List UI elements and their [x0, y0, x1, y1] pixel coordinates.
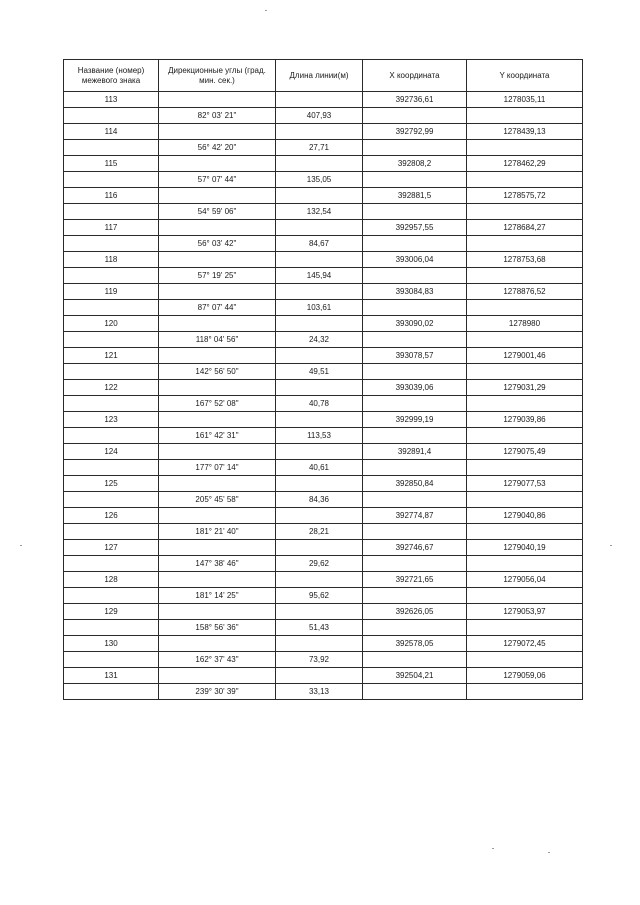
direction-angle-cell — [159, 220, 276, 236]
header-line-length: Длина линии(м) — [276, 60, 363, 92]
line-length-cell — [276, 444, 363, 460]
y-coordinate-cell: 1279056,04 — [467, 572, 583, 588]
line-length-cell — [276, 668, 363, 684]
x-coordinate-cell — [363, 620, 467, 636]
table-row — [64, 428, 583, 444]
table-row — [64, 252, 583, 268]
mark-name-cell — [64, 684, 159, 700]
y-coordinate-cell — [467, 684, 583, 700]
mark-name-cell: 126 — [64, 508, 159, 524]
mark-name-cell: 129 — [64, 604, 159, 620]
mark-name-cell: 116 — [64, 188, 159, 204]
mark-name-cell — [64, 492, 159, 508]
line-length-cell — [276, 252, 363, 268]
y-coordinate-cell — [467, 140, 583, 156]
y-coordinate-cell: 1278980 — [467, 316, 583, 332]
x-coordinate-cell: 393039,06 — [363, 380, 467, 396]
x-coordinate-cell — [363, 524, 467, 540]
direction-angle-cell — [159, 572, 276, 588]
table-row — [64, 492, 583, 508]
x-coordinate-cell — [363, 108, 467, 124]
table-row — [64, 172, 583, 188]
mark-name-cell — [64, 108, 159, 124]
y-coordinate-cell — [467, 332, 583, 348]
table-row — [64, 444, 583, 460]
line-length-cell: 40,61 — [276, 460, 363, 476]
y-coordinate-cell: 1279077,53 — [467, 476, 583, 492]
direction-angle-cell: 56° 03' 42" — [159, 236, 276, 252]
line-length-cell: 73,92 — [276, 652, 363, 668]
table-row — [64, 236, 583, 252]
direction-angle-cell: 142° 56' 50" — [159, 364, 276, 380]
boundary-coordinates-table — [63, 59, 583, 700]
mark-name-cell: 128 — [64, 572, 159, 588]
mark-name-cell — [64, 140, 159, 156]
scan-speck — [20, 545, 22, 546]
x-coordinate-cell — [363, 492, 467, 508]
table-row — [64, 140, 583, 156]
direction-angle-cell: 177° 07' 14" — [159, 460, 276, 476]
direction-angle-cell: 181° 21' 40" — [159, 524, 276, 540]
mark-name-cell: 119 — [64, 284, 159, 300]
line-length-cell — [276, 476, 363, 492]
table-row — [64, 476, 583, 492]
direction-angle-cell: 158° 56' 36" — [159, 620, 276, 636]
direction-angle-cell: 118° 04' 56" — [159, 332, 276, 348]
y-coordinate-cell: 1279053,97 — [467, 604, 583, 620]
mark-name-cell — [64, 556, 159, 572]
line-length-cell — [276, 380, 363, 396]
table-row — [64, 316, 583, 332]
direction-angle-cell: 167° 52' 08" — [159, 396, 276, 412]
y-coordinate-cell: 1279001,46 — [467, 348, 583, 364]
table-row — [64, 604, 583, 620]
y-coordinate-cell — [467, 620, 583, 636]
mark-name-cell: 120 — [64, 316, 159, 332]
table-row — [64, 188, 583, 204]
y-coordinate-cell: 1279040,19 — [467, 540, 583, 556]
direction-angle-cell: 161° 42' 31" — [159, 428, 276, 444]
mark-name-cell: 124 — [64, 444, 159, 460]
table-row — [64, 572, 583, 588]
x-coordinate-cell — [363, 140, 467, 156]
y-coordinate-cell — [467, 108, 583, 124]
direction-angle-cell — [159, 284, 276, 300]
y-coordinate-cell — [467, 652, 583, 668]
x-coordinate-cell — [363, 236, 467, 252]
x-coordinate-cell: 392746,67 — [363, 540, 467, 556]
line-length-cell: 103,61 — [276, 300, 363, 316]
direction-angle-cell: 87° 07' 44" — [159, 300, 276, 316]
direction-angle-cell — [159, 252, 276, 268]
line-length-cell: 135,05 — [276, 172, 363, 188]
line-length-cell: 95,62 — [276, 588, 363, 604]
line-length-cell: 145,94 — [276, 268, 363, 284]
y-coordinate-cell — [467, 428, 583, 444]
table-row — [64, 684, 583, 700]
table-row — [64, 668, 583, 684]
y-coordinate-cell — [467, 524, 583, 540]
mark-name-cell — [64, 524, 159, 540]
line-length-cell: 84,67 — [276, 236, 363, 252]
mark-name-cell — [64, 268, 159, 284]
direction-angle-cell — [159, 636, 276, 652]
line-length-cell: 28,21 — [276, 524, 363, 540]
x-coordinate-cell: 392736,61 — [363, 92, 467, 108]
mark-name-cell: 113 — [64, 92, 159, 108]
y-coordinate-cell — [467, 204, 583, 220]
header-mark-name: Название (номер) межевого знака — [64, 60, 159, 92]
line-length-cell: 113,53 — [276, 428, 363, 444]
table-row — [64, 412, 583, 428]
x-coordinate-cell — [363, 556, 467, 572]
table-row — [64, 396, 583, 412]
y-coordinate-cell — [467, 588, 583, 604]
y-coordinate-cell: 1278439,13 — [467, 124, 583, 140]
table-row — [64, 284, 583, 300]
header-x-coordinate: X координата — [363, 60, 467, 92]
direction-angle-cell — [159, 92, 276, 108]
line-length-cell — [276, 188, 363, 204]
direction-angle-cell: 54° 59' 06" — [159, 204, 276, 220]
scan-speck — [610, 545, 612, 546]
line-length-cell: 24,32 — [276, 332, 363, 348]
direction-angle-cell — [159, 412, 276, 428]
mark-name-cell: 130 — [64, 636, 159, 652]
y-coordinate-cell — [467, 396, 583, 412]
y-coordinate-cell: 1279059,06 — [467, 668, 583, 684]
y-coordinate-cell — [467, 172, 583, 188]
y-coordinate-cell — [467, 460, 583, 476]
mark-name-cell: 131 — [64, 668, 159, 684]
mark-name-cell: 121 — [64, 348, 159, 364]
direction-angle-cell — [159, 316, 276, 332]
mark-name-cell — [64, 172, 159, 188]
table-row — [64, 524, 583, 540]
mark-name-cell: 125 — [64, 476, 159, 492]
y-coordinate-cell — [467, 236, 583, 252]
direction-angle-cell: 57° 07' 44" — [159, 172, 276, 188]
direction-angle-cell — [159, 380, 276, 396]
direction-angle-cell — [159, 540, 276, 556]
direction-angle-cell — [159, 476, 276, 492]
x-coordinate-cell — [363, 588, 467, 604]
direction-angle-cell: 147° 38' 46" — [159, 556, 276, 572]
direction-angle-cell: 205° 45' 58" — [159, 492, 276, 508]
x-coordinate-cell — [363, 460, 467, 476]
y-coordinate-cell — [467, 556, 583, 572]
x-coordinate-cell: 392774,87 — [363, 508, 467, 524]
x-coordinate-cell: 392808,2 — [363, 156, 467, 172]
line-length-cell — [276, 156, 363, 172]
direction-angle-cell — [159, 348, 276, 364]
direction-angle-cell — [159, 444, 276, 460]
table-row — [64, 636, 583, 652]
direction-angle-cell — [159, 508, 276, 524]
direction-angle-cell — [159, 156, 276, 172]
line-length-cell — [276, 348, 363, 364]
line-length-cell — [276, 220, 363, 236]
line-length-cell: 29,62 — [276, 556, 363, 572]
y-coordinate-cell: 1278035,11 — [467, 92, 583, 108]
table-row — [64, 300, 583, 316]
mark-name-cell — [64, 204, 159, 220]
table-row — [64, 460, 583, 476]
mark-name-cell — [64, 428, 159, 444]
scan-speck — [265, 10, 267, 11]
y-coordinate-cell — [467, 492, 583, 508]
y-coordinate-cell: 1279039,86 — [467, 412, 583, 428]
x-coordinate-cell — [363, 268, 467, 284]
scan-speck — [548, 852, 550, 853]
x-coordinate-cell — [363, 652, 467, 668]
y-coordinate-cell: 1279040,86 — [467, 508, 583, 524]
x-coordinate-cell: 392578,05 — [363, 636, 467, 652]
line-length-cell — [276, 284, 363, 300]
y-coordinate-cell: 1279031,29 — [467, 380, 583, 396]
line-length-cell: 49,51 — [276, 364, 363, 380]
direction-angle-cell: 82° 03' 21" — [159, 108, 276, 124]
y-coordinate-cell: 1279072,45 — [467, 636, 583, 652]
x-coordinate-cell: 392504,21 — [363, 668, 467, 684]
table-row — [64, 108, 583, 124]
x-coordinate-cell: 392626,05 — [363, 604, 467, 620]
line-length-cell — [276, 316, 363, 332]
table-row — [64, 268, 583, 284]
line-length-cell: 51,43 — [276, 620, 363, 636]
line-length-cell: 33,13 — [276, 684, 363, 700]
direction-angle-cell — [159, 188, 276, 204]
line-length-cell: 84,36 — [276, 492, 363, 508]
mark-name-cell: 114 — [64, 124, 159, 140]
line-length-cell — [276, 124, 363, 140]
table-row — [64, 540, 583, 556]
table-row — [64, 620, 583, 636]
table-row — [64, 348, 583, 364]
x-coordinate-cell: 392792,99 — [363, 124, 467, 140]
table-row — [64, 332, 583, 348]
y-coordinate-cell: 1278575,72 — [467, 188, 583, 204]
table-row — [64, 508, 583, 524]
table-row — [64, 364, 583, 380]
x-coordinate-cell — [363, 204, 467, 220]
header-row — [64, 60, 583, 92]
y-coordinate-cell: 1278753,68 — [467, 252, 583, 268]
line-length-cell — [276, 604, 363, 620]
mark-name-cell: 118 — [64, 252, 159, 268]
direction-angle-cell: 57° 19' 25" — [159, 268, 276, 284]
table-row — [64, 380, 583, 396]
x-coordinate-cell — [363, 396, 467, 412]
y-coordinate-cell — [467, 300, 583, 316]
x-coordinate-cell: 392957,55 — [363, 220, 467, 236]
table-row — [64, 124, 583, 140]
x-coordinate-cell: 393078,57 — [363, 348, 467, 364]
x-coordinate-cell — [363, 428, 467, 444]
header-direction-angle: Дирекционные углы (град. мин. сек.) — [159, 60, 276, 92]
direction-angle-cell: 239° 30' 39" — [159, 684, 276, 700]
line-length-cell: 132,54 — [276, 204, 363, 220]
mark-name-cell: 115 — [64, 156, 159, 172]
x-coordinate-cell: 392721,65 — [363, 572, 467, 588]
table-row — [64, 156, 583, 172]
mark-name-cell — [64, 396, 159, 412]
x-coordinate-cell: 393084,83 — [363, 284, 467, 300]
x-coordinate-cell: 392850,84 — [363, 476, 467, 492]
y-coordinate-cell: 1278684,27 — [467, 220, 583, 236]
mark-name-cell — [64, 652, 159, 668]
y-coordinate-cell: 1278876,52 — [467, 284, 583, 300]
direction-angle-cell: 181° 14' 25" — [159, 588, 276, 604]
mark-name-cell — [64, 332, 159, 348]
x-coordinate-cell: 392999,19 — [363, 412, 467, 428]
mark-name-cell: 123 — [64, 412, 159, 428]
mark-name-cell — [64, 620, 159, 636]
y-coordinate-cell: 1278462,29 — [467, 156, 583, 172]
mark-name-cell — [64, 588, 159, 604]
line-length-cell: 407,93 — [276, 108, 363, 124]
mark-name-cell — [64, 236, 159, 252]
x-coordinate-cell — [363, 332, 467, 348]
direction-angle-cell — [159, 124, 276, 140]
mark-name-cell — [64, 300, 159, 316]
x-coordinate-cell — [363, 300, 467, 316]
x-coordinate-cell: 393090,02 — [363, 316, 467, 332]
x-coordinate-cell: 392881,5 — [363, 188, 467, 204]
y-coordinate-cell — [467, 364, 583, 380]
mark-name-cell: 117 — [64, 220, 159, 236]
mark-name-cell — [64, 364, 159, 380]
scan-speck — [492, 848, 494, 849]
x-coordinate-cell — [363, 364, 467, 380]
y-coordinate-cell — [467, 268, 583, 284]
line-length-cell — [276, 92, 363, 108]
x-coordinate-cell: 392891,4 — [363, 444, 467, 460]
direction-angle-cell — [159, 668, 276, 684]
line-length-cell: 40,78 — [276, 396, 363, 412]
y-coordinate-cell: 1279075,49 — [467, 444, 583, 460]
table-row — [64, 204, 583, 220]
table-row — [64, 220, 583, 236]
table-body — [64, 92, 583, 700]
x-coordinate-cell — [363, 684, 467, 700]
table-row — [64, 556, 583, 572]
x-coordinate-cell — [363, 172, 467, 188]
table-row — [64, 588, 583, 604]
mark-name-cell — [64, 460, 159, 476]
mark-name-cell: 122 — [64, 380, 159, 396]
direction-angle-cell: 162° 37' 43" — [159, 652, 276, 668]
line-length-cell — [276, 508, 363, 524]
x-coordinate-cell: 393006,04 — [363, 252, 467, 268]
table-row — [64, 652, 583, 668]
line-length-cell — [276, 540, 363, 556]
line-length-cell: 27,71 — [276, 140, 363, 156]
line-length-cell — [276, 572, 363, 588]
mark-name-cell: 127 — [64, 540, 159, 556]
direction-angle-cell: 56° 42' 20" — [159, 140, 276, 156]
header-y-coordinate: Y координата — [467, 60, 583, 92]
line-length-cell — [276, 636, 363, 652]
direction-angle-cell — [159, 604, 276, 620]
line-length-cell — [276, 412, 363, 428]
table-row — [64, 92, 583, 108]
